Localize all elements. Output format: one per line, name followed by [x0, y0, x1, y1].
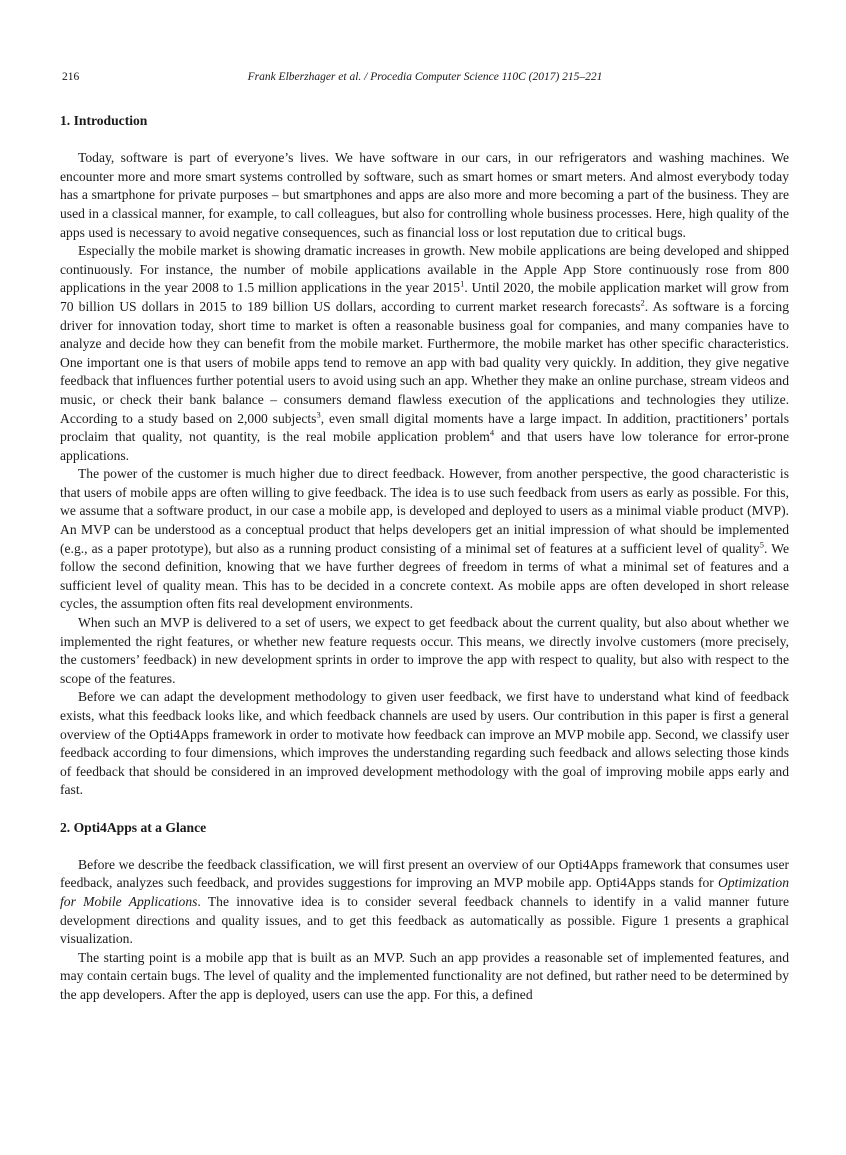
paragraph: The power of the customer is much higher due to direct feedback. However, from another perspective, the good characteristic is that users of mobile apps are often willing to give feedback. The idea is to use such feedback from users as early as possible. For this, we assume that a software product, in our case a mobile app, is developed and deployed to users as a minimal viable product (MVP). An MVP can be understood as a conceptual product that helps developers get an initial impression of what should be implemented (e.g., as a paper prototype), but also as a running product consisting of a minimal set of features at a sufficient level of quality$^5$. We follow the second definition, knowing that we have further degrees of freedom in terms of what a minimal set of features and a sufficient level of quality mean. This has to be decided in a concrete context. As mobile apps are often developed in short release cycles, the assumption often fits real development environments.	[60, 466, 789, 612]
section-heading-opti4apps: 2. Opti4Apps at a Glance	[60, 819, 207, 835]
emphasis-term: Optimization for Mobile Applications	[60, 875, 789, 909]
reference-marker[interactable]: 4	[489, 427, 495, 438]
reference-marker[interactable]: 5	[759, 539, 764, 550]
paragraph: Before we describe the feedback classification, we will first present an overview of our Opti4Apps framework that consumes user feedback, analyzes such feedback, and provides suggestions for improving an MVP mobile app. Opti4Apps stands for Optimization for Mobile Applications. The innovative idea is to consider several feedback channels to identify in a valid manner future development directions and quality issues, and to get this feedback as automatically as possible. Figure 1 presents a graphical visualization.	[60, 856, 789, 947]
section-heading-introduction: 1. Introduction	[60, 113, 148, 128]
reference-marker[interactable]: 2	[640, 297, 645, 308]
running-header	[62, 69, 788, 85]
paragraph: Before we can adapt the development methodology to given user feedback, we first have to understand what kind of feedback exists, what this feedback looks like, and which feedback channels are used by users. Our contribution in this paper is first a general overview of the Opti4Apps framework in order to motivate how feedback can improve an MVP mobile app. Second, we classify user feedback according to four dimensions, which improves the understanding regarding such feedback and allows selecting those kinds of feedback that should be considered in an improved development methodology with the goal of improving mobile apps early and fast.	[60, 689, 789, 798]
reference-marker[interactable]: 3	[316, 408, 321, 419]
reference-marker[interactable]: 1	[460, 278, 465, 289]
paragraph: The starting point is a mobile app that is built as an MVP. Such an app provides a reasonable set of implemented features, and may contain certain bugs. The level of quality and the implemented functionality are not defined, but rather need to be determined by the app developers. After the app is deployed, users can use the app. For this, a defined	[60, 949, 789, 1002]
journal-citation: Frank Elberzhager et al. / Procedia Computer Science 110C (2017) 215–221	[247, 71, 603, 83]
paragraph: Especially the mobile market is showing dramatic increases in growth. New mobile applications are being developed and shipped continuously. For instance, the number of mobile applications available in the Apple App Store continuously rose from 800 applications in the year 2008 to 1.5 million applications in the year 2015$^1$. Until 2020, the mobile application market will grow from 70 billion US dollars in 2015 to 189 billion US dollars, according to current market research forecasts$^2$. As software is a forcing driver for innovation today, short time to market is often a reasonable business goal for companies, and many companies have to analyze and decide how they can benefit from the mobile market. Furthermore, the mobile market has other specific characteristics. One important one is that users of mobile apps tend to remove an app with bad quality very quickly. In addition, they give negative feedback that influences further potential users to avoid using such an app. Whether they make an online purchase, stream videos and music, or check their bank balance – consumers demand flawless execution of the applications and technologies they utilize. According to a study based on 2,000 subjects$^3$, even small digital moments have a large impact. In addition, practitioners’ portals proclaim that quality, not quantity, is the real mobile application problem$^4$ and that users have low tolerance for error-prone applications.	[60, 243, 789, 463]
paragraph: When such an MVP is delivered to a set of users, we expect to get feedback about the current quality, but also about whether we implemented the right features, or whether new feature requests occur. This means, we directly involve customers (more precisely, the customers’ feedback) in new development sprints in order to improve the app with respect to quality, but also with respect to the scope of the features.	[60, 615, 789, 686]
page-number: 216	[62, 71, 80, 83]
paragraph: Today, software is part of everyone’s lives. We have software in our cars, in our refrigerators and washing machines. We encounter more and more smart systems controlled by software, such as smart homes or smart meters. And almost everybody today has a smartphone for private purposes – but smartphones and apps are also more and more becoming a part of the business. They are used in a classical manner, for example, to call colleagues, but also for controlling whole business processes. Here, high quality of the apps used is necessary to avoid negative consequences, such as financial loss or lost reputation due to critical bugs.	[60, 150, 789, 240]
article-body	[60, 112, 789, 1005]
